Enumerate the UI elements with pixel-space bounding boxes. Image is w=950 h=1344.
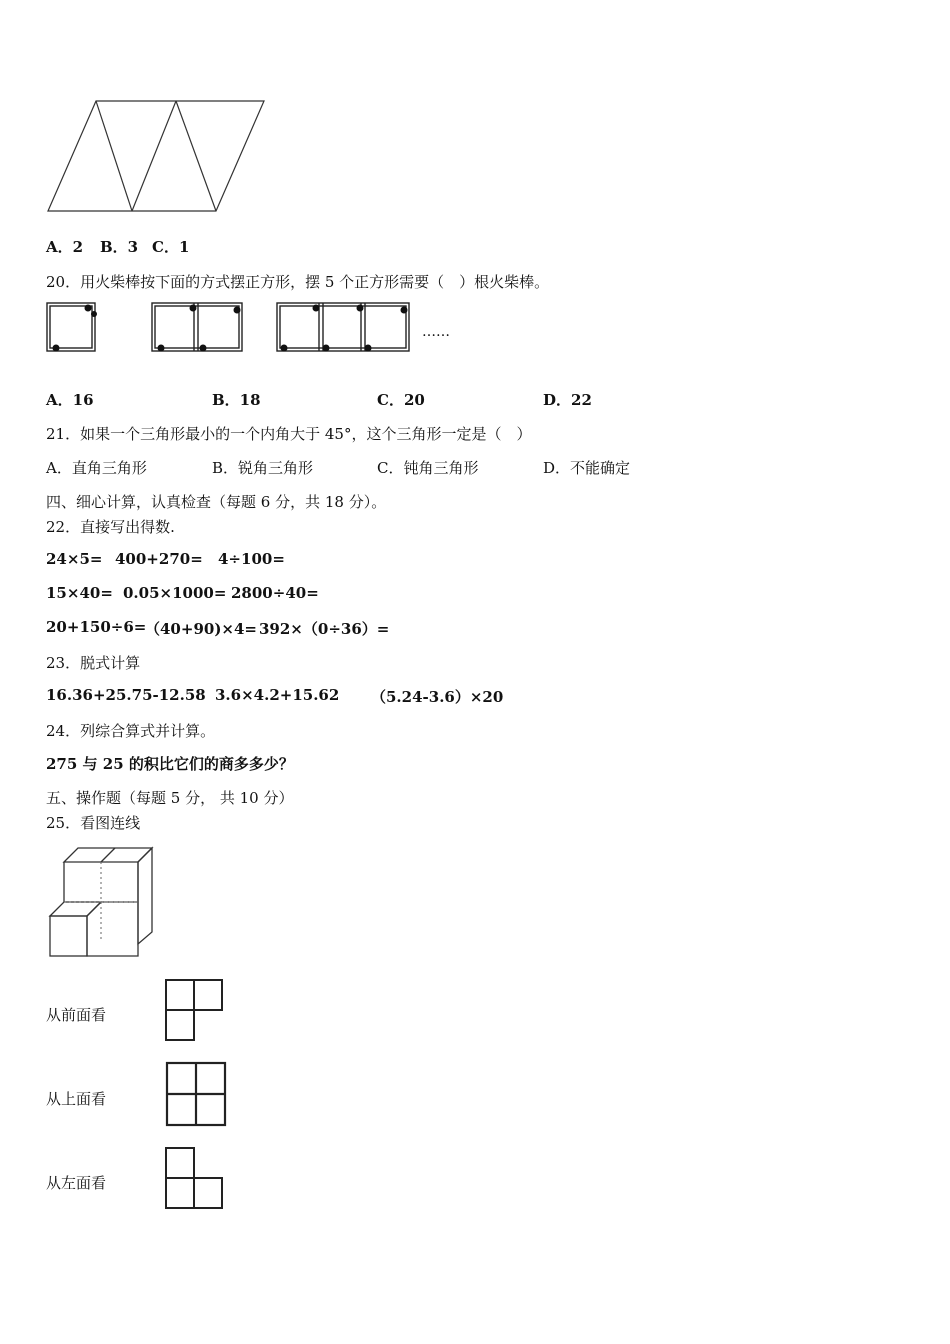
top-view-grid[interactable] bbox=[162, 1060, 228, 1128]
q19-option-c[interactable]: C．1 bbox=[152, 238, 190, 256]
q22-item: 400+270= bbox=[115, 550, 203, 568]
q20-question: 20．用火柴棒按下面的方式摆正方形，摆 5 个正方形需要（ ）根火柴棒。 bbox=[46, 273, 550, 291]
q20-option-c[interactable]: C．20 bbox=[377, 391, 425, 409]
cube-stack-figure bbox=[44, 844, 164, 964]
view-label-top: 从上面看 bbox=[46, 1090, 107, 1108]
q21-option-c[interactable]: C．钝角三角形 bbox=[377, 459, 479, 477]
q22-item: 24×5= bbox=[46, 550, 103, 568]
q22-item: 0.05×1000= bbox=[123, 584, 227, 602]
q22-item: 392×（0÷36）= bbox=[259, 620, 390, 638]
q21-option-b[interactable]: B．锐角三角形 bbox=[212, 459, 314, 477]
q22-item: （40+90)×4= bbox=[145, 620, 257, 638]
matchstick-squares-figure bbox=[44, 300, 464, 360]
q22-item: 2800÷40= bbox=[231, 584, 319, 602]
q23-item: 16.36+25.75-12.58 bbox=[46, 686, 206, 704]
q22-title: 22．直接写出得数. bbox=[46, 518, 175, 536]
view-label-left: 从左面看 bbox=[46, 1174, 107, 1192]
q20-option-d[interactable]: D．22 bbox=[543, 391, 592, 409]
q20-option-b[interactable]: B．18 bbox=[212, 391, 261, 409]
q22-item: 4÷100= bbox=[218, 550, 285, 568]
q22-item: 15×40= bbox=[46, 584, 113, 602]
section-four-title: 四、细心计算，认真检查（每题 6 分，共 18 分）。 bbox=[46, 493, 387, 511]
q24-question: 275 与 25 的积比它们的商多多少？ bbox=[46, 755, 294, 773]
q20-option-a[interactable]: A．16 bbox=[46, 391, 94, 409]
q22-item: 20+150÷6= bbox=[46, 618, 147, 636]
view-label-front: 从前面看 bbox=[46, 1006, 107, 1024]
q19-option-b[interactable]: B．3 bbox=[100, 238, 139, 256]
q21-option-a[interactable]: A．直角三角形 bbox=[46, 459, 147, 477]
q23-item: （5.24-3.6）×20 bbox=[371, 688, 504, 706]
q21-question: 21．如果一个三角形最小的一个内角大于 45°，这个三角形一定是（ ） bbox=[46, 425, 532, 443]
q24-title: 24．列综合算式并计算。 bbox=[46, 722, 216, 740]
left-view-grid[interactable] bbox=[162, 1144, 226, 1212]
triangle-parallelogram-figure bbox=[44, 98, 274, 218]
section-five-title: 五、操作题（每题 5 分， 共 10 分） bbox=[46, 789, 294, 807]
q21-option-d[interactable]: D．不能确定 bbox=[543, 459, 631, 477]
front-view-grid[interactable] bbox=[162, 976, 226, 1044]
q23-item: 3.6×4.2+15.62 bbox=[215, 686, 340, 704]
matchstick-ellipsis: …… bbox=[422, 324, 450, 340]
q19-option-a[interactable]: A．2 bbox=[46, 238, 84, 256]
q25-title: 25．看图连线 bbox=[46, 814, 141, 832]
q23-title: 23．脱式计算 bbox=[46, 654, 141, 672]
